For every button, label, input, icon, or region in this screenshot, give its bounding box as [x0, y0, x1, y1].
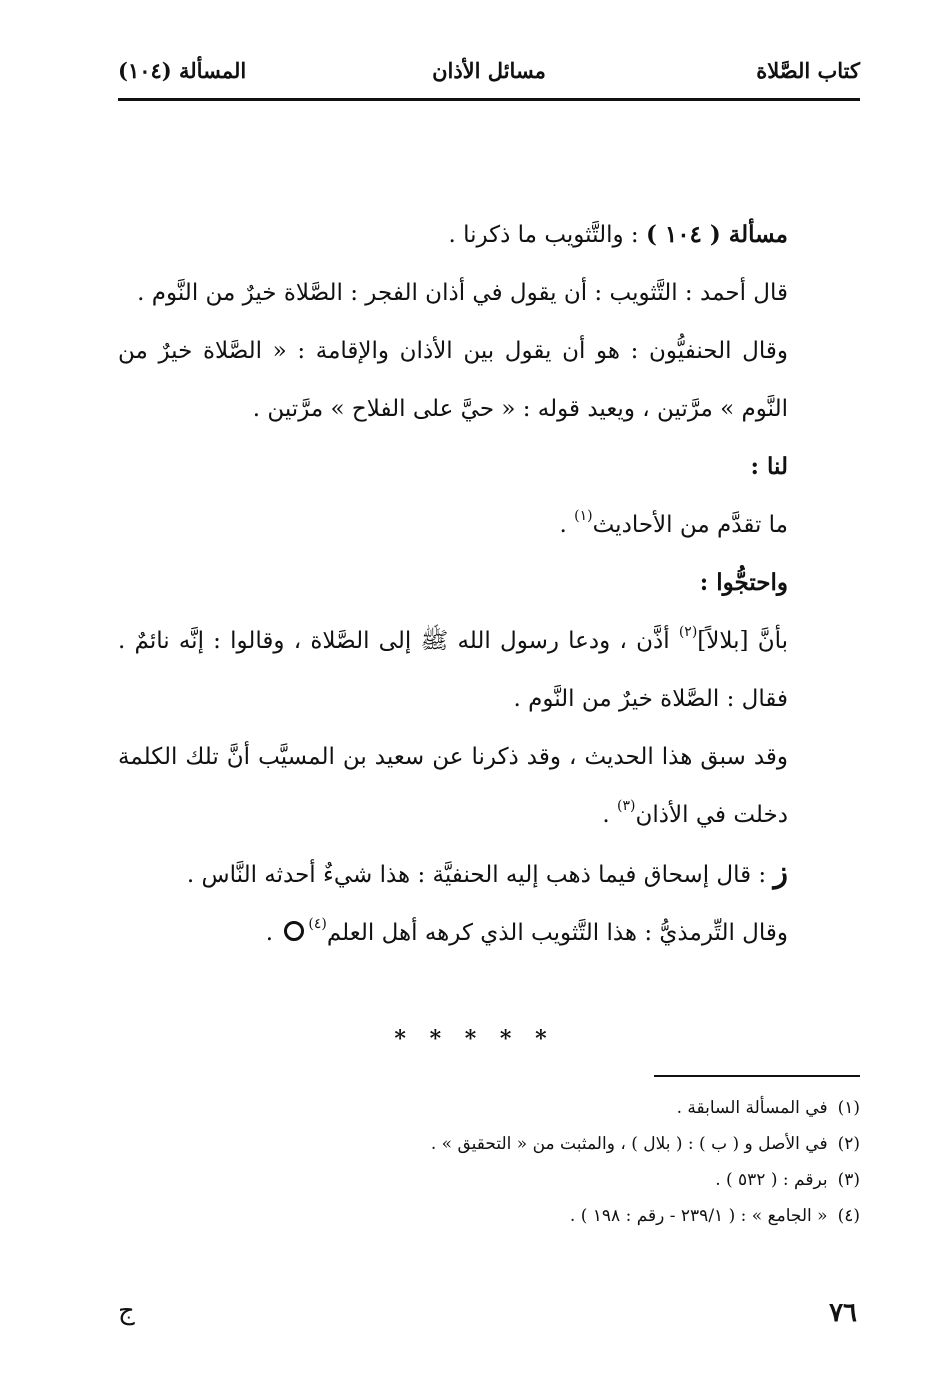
footnote-3: [118, 1162, 860, 1198]
header-chapter-title: مسائل الأذان: [432, 58, 546, 83]
musayyab-text: وقد سبق هذا الحديث ، وقد ذكرنا عن سعيد بن المسيَّب أنَّ تلك الكلمة دخلت في الأذان: [118, 744, 788, 828]
footnote-2: [118, 1126, 860, 1162]
tirmidhi-end: .: [265, 920, 281, 946]
footnote-number: (٤): [837, 1206, 860, 1226]
main-text: [118, 206, 860, 962]
hadith-text: ما تقدَّم من الأحاديث: [592, 512, 788, 538]
paragraph-bilal: [118, 612, 860, 728]
tirmidhi-text: وقال التِّرمذيُّ : هذا التَّثويب الذي كرهه أهل العلم: [326, 920, 788, 946]
ishaq-text: : قال إسحاق فيما ذهب إليه الحنفيَّة : هذا شيءٌ أحدثه النَّاس .: [186, 862, 774, 888]
footnote-1: [118, 1090, 860, 1126]
end-circle-icon: [284, 921, 304, 941]
paragraph-hadith: [118, 496, 860, 554]
footnote-number: (٣): [837, 1170, 860, 1190]
paragraph-ihtajju: واحتجُّوا :: [699, 569, 788, 596]
hadith-end: .: [559, 512, 575, 538]
paragraph-lana: لنا :: [750, 453, 788, 480]
footnote-4: [118, 1198, 860, 1234]
footnote-ref-4[interactable]: (٤): [308, 916, 327, 932]
footnote-ref-1[interactable]: (١): [574, 508, 593, 524]
signature-mark: ج: [118, 1296, 135, 1326]
zawaid-mark: ز: [773, 855, 788, 890]
paragraph-ishaq: [118, 844, 860, 904]
header-issue-number: المسألة (١٠٤): [118, 58, 247, 83]
issue-label: مسألة ( ١٠٤ ): [645, 221, 788, 248]
footnote-text: « الجامع » : ( ٢٣٩/١ - رقم : ١٩٨ ) .: [569, 1206, 828, 1226]
footnote-number: (١): [837, 1098, 860, 1118]
issue-statement: : والتَّثويب ما ذكرنا .: [448, 222, 646, 248]
paragraph-hanafi: وقال الحنفيُّون : هو أن يقول بين الأذان والإقامة : « الصَّلاة خيرٌ من النَّوم » مرَّتين ، ويعيد قوله : « حيَّ على الفلاح » مرَّتين .: [118, 338, 788, 422]
running-header: [118, 52, 860, 92]
footnote-ref-3[interactable]: (٣): [617, 798, 636, 814]
section-separator-stars: * * * * *: [394, 1026, 555, 1052]
bilal-text-a: بأنَّ [بلالاً]: [697, 628, 788, 654]
footnote-text: في الأصل و ( ب ) : ( بلال ) ، والمثبت من « التحقيق » .: [430, 1134, 828, 1154]
paragraph-musayyab: [118, 728, 860, 844]
footnote-ref-2[interactable]: (٢): [678, 624, 698, 640]
footnote-text: في المسألة السابقة .: [676, 1098, 828, 1118]
page-number: ٧٦: [829, 1298, 857, 1328]
paragraph-issue-title: [118, 206, 860, 264]
footnotes: [118, 1090, 860, 1234]
footnote-text: برقم : ( ٥٣٢ ) .: [715, 1170, 828, 1190]
paragraph-ahmad: قال أحمد : التَّثويب : أن يقول في أذان الفجر : الصَّلاة خيرٌ من النَّوم .: [137, 280, 788, 306]
musayyab-end: .: [602, 802, 618, 828]
header-book-title: كتاب الصَّلاة: [756, 58, 860, 83]
footnote-rule: [654, 1075, 860, 1077]
footnote-number: (٢): [837, 1134, 860, 1154]
header-rule: [118, 98, 860, 101]
paragraph-tirmidhi: [118, 904, 860, 962]
bilal-text-b: أذَّن ، ودعا رسول الله ﷺ إلى الصَّلاة ، وقالوا : إنَّه نائمٌ . فقال : الصَّلاة خيرٌ من النَّوم .: [118, 628, 788, 712]
